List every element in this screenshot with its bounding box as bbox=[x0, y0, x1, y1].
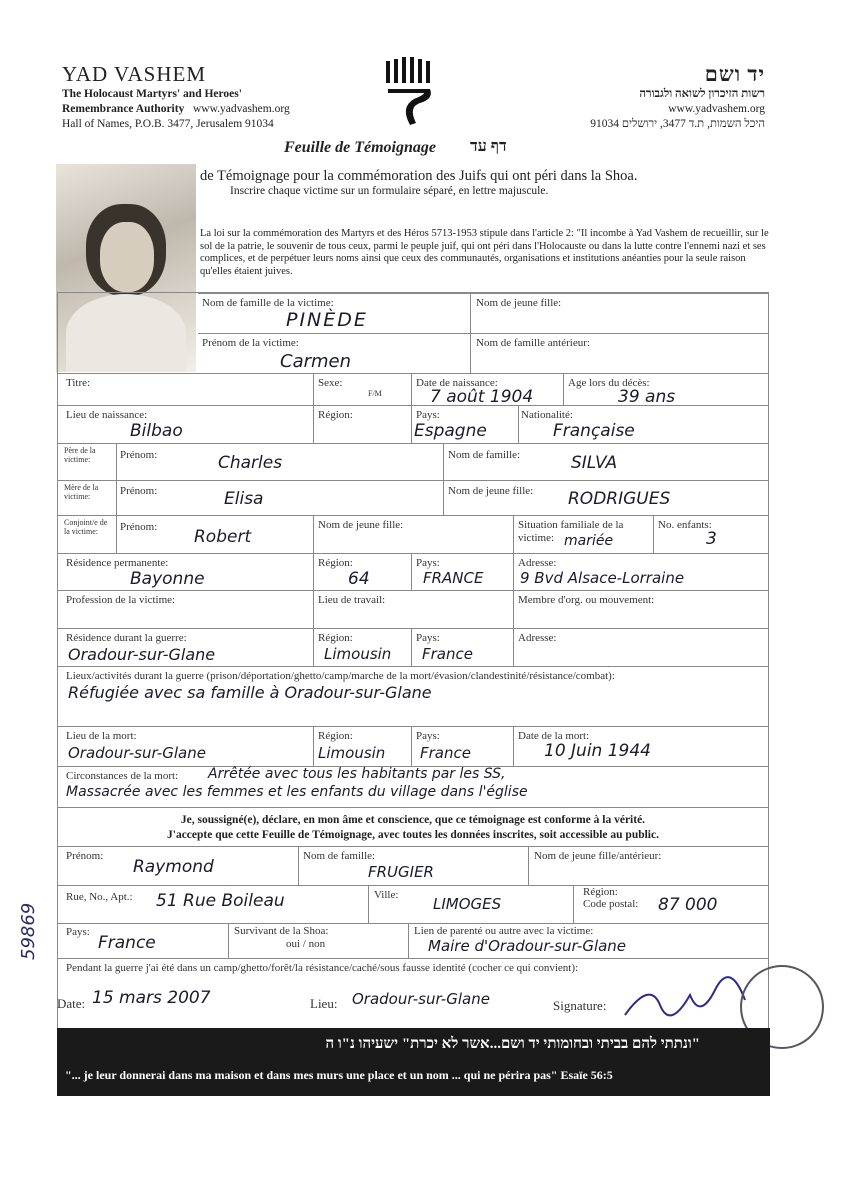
value-nom-famille: PINÈDE bbox=[286, 309, 368, 331]
signature-icon bbox=[620, 975, 750, 1025]
label-nationalite: Nationalité: bbox=[521, 409, 573, 421]
label-residence-perm: Résidence permanente: bbox=[66, 557, 169, 569]
label-mort-region: Région: bbox=[318, 730, 353, 742]
label-prenom-victime: Prénom de la victime: bbox=[202, 337, 299, 349]
label-signature: Signature: bbox=[553, 998, 607, 1013]
label-lieu: Lieu: bbox=[310, 996, 338, 1011]
value-mere-nom: RODRIGUES bbox=[568, 489, 671, 509]
label-circonstances: Circonstances de la mort: bbox=[66, 770, 179, 782]
value-mere-prenom: Elisa bbox=[224, 489, 264, 509]
footer-banner bbox=[57, 1028, 770, 1096]
label-guerre-pays: Pays: bbox=[416, 632, 440, 644]
value-pere-prenom: Charles bbox=[218, 453, 283, 473]
value-date: 15 mars 2007 bbox=[92, 988, 211, 1008]
label-pere-nom: Nom de famille: bbox=[448, 449, 521, 461]
label-conjoint: Conjoint/e de la victime: bbox=[64, 518, 108, 536]
value-age: 39 ans bbox=[618, 387, 676, 407]
value-pays-temoin: France bbox=[98, 933, 156, 953]
label-pendant-guerre: Pendant la guerre j'ai été dans un camp/ghetto/forêt/la résistance/caché/sous fausse identité (cocher ce qui convient): bbox=[66, 962, 579, 974]
label-nom-famille: Nom de famille de la victime: bbox=[202, 297, 334, 309]
value-temoin-prenom: Raymond bbox=[133, 857, 214, 877]
value-lieu: Oradour-sur-Glane bbox=[352, 990, 490, 1008]
label-code-postal: Code postal: bbox=[583, 898, 639, 910]
label-region-temoin: Région: bbox=[583, 886, 618, 898]
intro-line1: de Témoignage pour la commémoration des Juifs qui ont péri dans la Shoa. bbox=[200, 168, 638, 184]
value-date-mort: 10 Juin 1944 bbox=[544, 741, 651, 761]
header-en bbox=[62, 62, 362, 132]
label-conjoint-jeune-fille: Nom de jeune fille: bbox=[318, 519, 404, 531]
org-line2: Remembrance Authority bbox=[62, 103, 185, 115]
label-lieu-naissance: Lieu de naissance: bbox=[66, 409, 148, 421]
label-residence-pays: Pays: bbox=[416, 557, 440, 569]
value-nationalite: Française bbox=[553, 421, 635, 441]
label-lieu-travail: Lieu de travail: bbox=[318, 594, 386, 606]
label-residence-region: Région: bbox=[318, 557, 353, 569]
label-region-naissance: Région: bbox=[318, 409, 353, 421]
value-residence: Bayonne bbox=[130, 569, 205, 589]
label-nom-anterieur: Nom de famille antérieur: bbox=[476, 337, 590, 349]
label-titre: Titre: bbox=[66, 377, 91, 389]
label-rue: Rue, No., Apt.: bbox=[66, 891, 133, 903]
declaration-line1: Je, soussigné(e), déclare, en mon âme et conscience, que ce témoignage est conforme à la vérité. bbox=[180, 814, 646, 826]
intro-line2: Inscrire chaque victime sur un formulaire séparé, en lettre majuscule. bbox=[230, 185, 549, 197]
org-name-en: YAD VASHEM bbox=[62, 62, 207, 86]
value-activites: Réfugiée avec sa famille à Oradour-sur-Glane bbox=[68, 683, 432, 702]
value-ville: LIMOGES bbox=[433, 895, 502, 913]
side-number: 59869 bbox=[18, 902, 39, 960]
label-mort-pays: Pays: bbox=[416, 730, 440, 742]
value-mort-region: Limousin bbox=[318, 744, 386, 762]
label-survivant-options: oui / non bbox=[286, 938, 326, 950]
yad-vashem-logo-icon bbox=[380, 55, 440, 127]
label-lieux-activites: Lieux/activités durant la guerre (prison/déportation/ghetto/camp/marche de la mort/évasion/clandestinité/résistance/combat): bbox=[66, 670, 615, 682]
label-date: Date: bbox=[57, 996, 86, 1011]
org-url: www.yadvashem.org bbox=[192, 103, 290, 115]
value-temoin-nom: FRUGIER bbox=[368, 863, 434, 881]
label-mere-nom: Nom de jeune fille: bbox=[448, 485, 534, 497]
value-guerre-residence: Oradour-sur-Glane bbox=[68, 645, 216, 664]
label-mere-prenom: Prénom: bbox=[120, 485, 158, 497]
value-mort-pays: France bbox=[420, 744, 471, 762]
label-temoin-nom: Nom de famille: bbox=[303, 850, 376, 862]
label-pere-prenom: Prénom: bbox=[120, 449, 158, 461]
value-circonstances-2: Massacrée avec les femmes et les enfants du village dans l'église bbox=[66, 784, 528, 800]
declaration-line2: J'accepte que cette Feuille de Témoignage, avec toutes les données inscrites, soit accessible au public. bbox=[167, 829, 659, 841]
label-sexe-options: F/M bbox=[368, 389, 382, 398]
banner-hebrew: "ונתתי להם בביתי ובחומותי יד ושם...אשר לא יכרת" ישעיהו נ"ו ה bbox=[325, 1036, 700, 1052]
label-pays-temoin: Pays: bbox=[66, 926, 90, 938]
org-url-he: www.yadvashem.org bbox=[668, 103, 765, 115]
label-profession: Profession de la victime: bbox=[66, 594, 176, 606]
org-address-he: היכל השמות, ת.ד 3477, ירושלים 91034 bbox=[590, 118, 765, 130]
label-date-naissance: Date de naissance: bbox=[416, 377, 498, 389]
value-guerre-region: Limousin bbox=[324, 645, 392, 663]
value-lien: Maire d'Oradour-sur-Glane bbox=[428, 937, 627, 955]
value-lieu-mort: Oradour-sur-Glane bbox=[68, 744, 206, 762]
banner-french: "... je leur donnerai dans ma maison et dans mes murs une place et un nom ... qui ne périra pas" Esaïe 56:5 bbox=[65, 1068, 613, 1082]
value-residence-region: 64 bbox=[348, 569, 370, 589]
label-lien: Lien de parenté ou autre avec la victime: bbox=[414, 925, 594, 937]
value-rue: 51 Rue Boileau bbox=[156, 891, 285, 911]
label-lieu-mort: Lieu de la mort: bbox=[66, 730, 137, 742]
label-sexe: Sexe: bbox=[318, 377, 343, 389]
label-membre-org: Membre d'org. ou mouvement: bbox=[518, 594, 655, 606]
header-he bbox=[505, 62, 765, 132]
org-line-he: רשות הזיכרון לשואה ולגבורה bbox=[639, 88, 765, 100]
label-nom-jeune-fille: Nom de jeune fille: bbox=[476, 297, 562, 309]
label-residence-adresse: Adresse: bbox=[518, 557, 557, 569]
label-pere: Père de la victime: bbox=[64, 446, 96, 464]
value-residence-pays: FRANCE bbox=[423, 569, 484, 587]
form-title-he: דף עד bbox=[470, 138, 507, 155]
label-survivant: Survivant de la Shoa: bbox=[234, 925, 329, 937]
value-enfants: 3 bbox=[706, 529, 717, 549]
org-address: Hall of Names, P.O.B. 3477, Jerusalem 91034 bbox=[62, 118, 274, 130]
label-conjoint-prenom: Prénom: bbox=[120, 521, 158, 533]
label-pays-naissance: Pays: bbox=[416, 409, 440, 421]
value-guerre-pays: France bbox=[422, 645, 473, 663]
label-temoin-prenom: Prénom: bbox=[66, 850, 104, 862]
value-residence-adresse: 9 Bvd Alsace-Lorraine bbox=[520, 569, 685, 587]
label-ville: Ville: bbox=[374, 889, 399, 901]
org-line1: The Holocaust Martyrs' and Heroes' bbox=[62, 88, 242, 100]
label-guerre-region: Région: bbox=[318, 632, 353, 644]
label-mere: Mère de la victime: bbox=[64, 483, 99, 501]
org-name-he: יד ושם bbox=[704, 62, 765, 86]
label-no-enfants: No. enfants: bbox=[658, 519, 712, 531]
value-date-naissance: 7 août 1904 bbox=[430, 387, 534, 407]
label-age-deces: Age lors du décès: bbox=[568, 377, 650, 389]
value-lieu-naissance: Bilbao bbox=[130, 421, 183, 441]
value-conjoint-prenom: Robert bbox=[194, 527, 252, 547]
value-code-postal: 87 000 bbox=[658, 895, 718, 915]
value-prenom: Carmen bbox=[280, 351, 352, 372]
label-temoin-jeune-fille: Nom de jeune fille/antérieur: bbox=[534, 850, 662, 862]
value-pere-nom: SILVA bbox=[571, 453, 618, 473]
label-situation: Situation familiale de la victime: bbox=[518, 519, 624, 544]
value-circonstances-1: Arrêtée avec tous les habitants par les SS, bbox=[208, 766, 506, 782]
law-text: La loi sur la commémoration des Martyrs et des Héros 5713-1953 stipule dans l'article 2: "Il incombe à Yad Vashem de recueillir, sur le sol de la patrie, le souvenir de tous ceux, parmi le peuple juif, qui ont péri dans l'Holocauste ou dans la lutte contre l'ennemi nazi et ses complices, et de perpétuer leurs noms ainsi que ceux des communautés, organisations et institutions anéanties pour la seule raison qu'elles étaient juives. bbox=[200, 228, 769, 277]
testimony-form bbox=[57, 292, 769, 1029]
label-guerre-adresse: Adresse: bbox=[518, 632, 557, 644]
value-situation: mariée bbox=[564, 533, 614, 549]
label-date-mort: Date de la mort: bbox=[518, 730, 590, 742]
label-residence-guerre: Résidence durant la guerre: bbox=[66, 632, 187, 644]
value-pays-naissance: Espagne bbox=[414, 421, 487, 441]
form-title: Feuille de Témoignage bbox=[284, 139, 436, 156]
